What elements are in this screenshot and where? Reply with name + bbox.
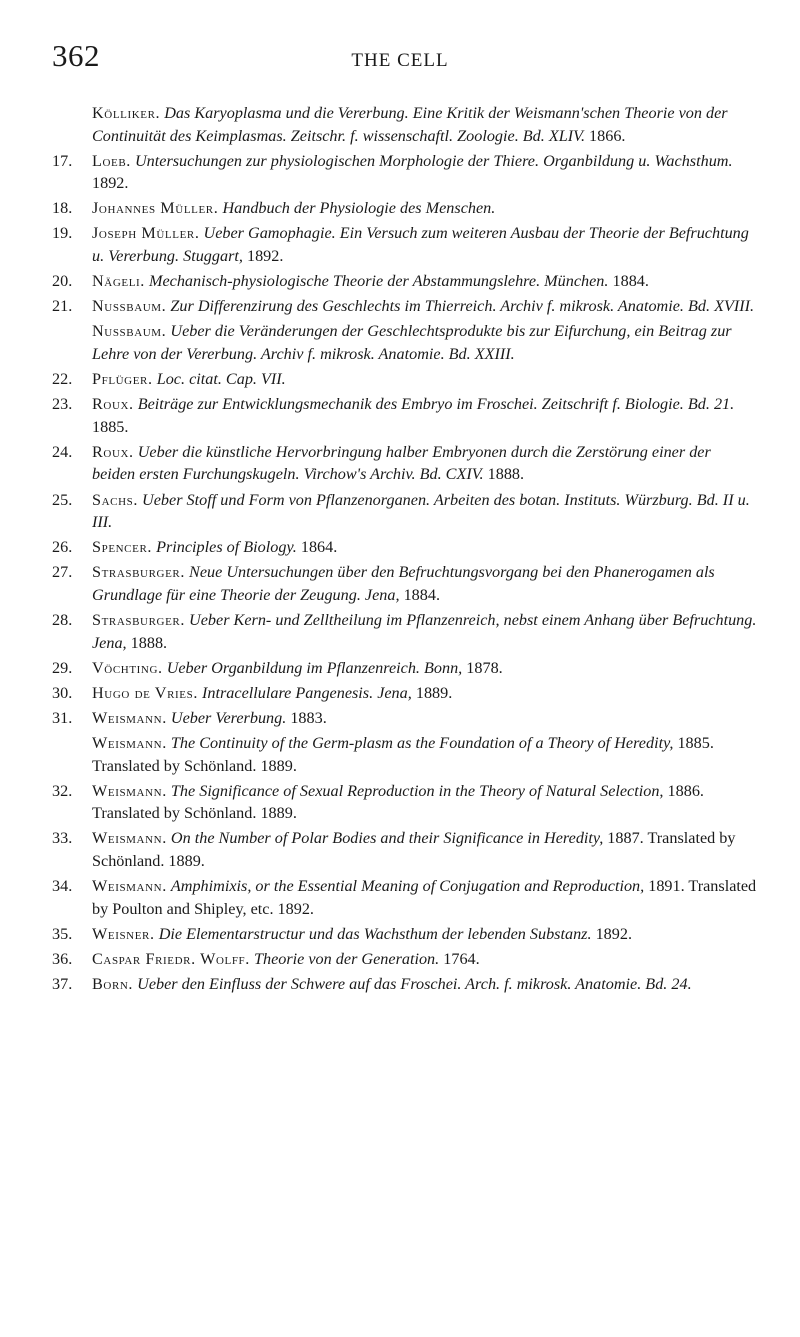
reference-title: Ueber Gamophagie. Ein Versuch zum weiteren Ausbau der Theorie der Befruchtung u. Vererbung. Stuggart, <box>92 224 749 266</box>
reference-author: Weisner. <box>92 924 155 943</box>
reference-year: 1883. <box>286 708 327 727</box>
reference-title: Loc. citat. Cap. VII. <box>156 370 286 389</box>
reference-title: Ueber die künstliche Hervorbringung halber Embryonen durch die Zerstörung einer der beiden ersten Furchungskugeln. Virchow's Archiv. Bd. CXIV. <box>92 442 711 484</box>
reference-entry <box>52 441 757 486</box>
reference-year: 1892. <box>591 924 632 943</box>
reference-author: Sachs. <box>92 490 138 509</box>
reference-title: The Significance of Sexual Reproduction in the Theory of Natural Selection, <box>170 781 664 800</box>
reference-title: The Continuity of the Germ-plasm as the Foundation of a Theory of Heredity, <box>170 733 674 752</box>
reference-number: 25. <box>52 490 73 509</box>
reference-entry <box>52 368 757 391</box>
reference-year: 1764. <box>439 949 480 968</box>
reference-year: 1888. <box>126 633 168 652</box>
reference-entry <box>52 489 757 534</box>
reference-author: Hugo de Vries. <box>92 683 198 702</box>
reference-author: Born. <box>92 974 134 993</box>
reference-author: Roux. <box>92 395 134 414</box>
reference-number: 21. <box>52 297 73 316</box>
reference-title: Mechanisch-physiologische Theorie der Abstammungslehre. München. <box>148 272 609 291</box>
reference-number: 18. <box>52 199 73 218</box>
reference-author: Nussbaum. <box>92 322 167 341</box>
reference-year: 1889. <box>411 683 453 702</box>
reference-number: 26. <box>52 538 73 557</box>
reference-title: Untersuchungen zur physiologischen Morphologie der Thiere. Organbildung u. Wachsthum. <box>134 151 733 170</box>
reference-author: Nussbaum. <box>92 297 167 316</box>
reference-entry <box>52 609 757 654</box>
reference-number: 30. <box>52 683 73 702</box>
reference-title: Theorie von der Generation. <box>253 949 440 968</box>
reference-author: Johannes Müller. <box>92 199 219 218</box>
reference-author: Caspar Friedr. Wolff. <box>92 949 250 968</box>
reference-entry <box>52 393 757 438</box>
reference-author: Kölliker. <box>92 104 161 122</box>
reference-entry <box>52 270 757 293</box>
reference-number: 32. <box>52 781 73 800</box>
reference-entry <box>52 295 757 318</box>
reference-title: Ueber Kern- und Zelltheilung im Pflanzenreich, nebst einem Anhang über Befruchtung. Jena, <box>92 610 757 652</box>
reference-number: 27. <box>52 563 73 582</box>
reference-number: 19. <box>52 224 73 243</box>
reference-title: Ueber Vererbung. <box>170 708 287 727</box>
reference-title: Ueber den Einfluss der Schwere auf das Froschei. Arch. f. mikrosk. Anatomie. Bd. 24. <box>137 974 692 993</box>
reference-author: Weismann. <box>92 829 167 848</box>
reference-title: Intracellulare Pangenesis. Jena, <box>202 683 412 702</box>
reference-entry <box>52 973 757 996</box>
reference-year: 1886. Translated by Schönland. 1889. <box>92 781 704 823</box>
page-number: 362 <box>52 38 100 73</box>
reference-title: On the Number of Polar Bodies and their Significance in Heredity, <box>170 829 604 848</box>
reference-number: 23. <box>52 395 73 414</box>
reference-author: Vöchting. <box>92 658 163 677</box>
reference-list <box>52 102 757 998</box>
reference-number: 35. <box>52 924 73 943</box>
reference-number: 22. <box>52 370 73 389</box>
reference-title: Das Karyoplasma und die Vererbung. Eine Kritik der Weismann'schen Theorie von der Continuität des Keimplasmas. Zeitschr. f. wissenschaftl. Zoologie. Bd. XLIV. <box>92 104 728 145</box>
reference-author: Joseph Müller. <box>92 224 200 243</box>
reference-author: Roux. <box>92 442 134 461</box>
reference-entry <box>52 923 757 946</box>
reference-year: 1892. <box>92 174 129 193</box>
reference-number: 34. <box>52 877 73 895</box>
reference-entry <box>52 827 757 872</box>
reference-author: Pflüger. <box>92 370 153 389</box>
reference-title: Die Elementarstructur und das Wachsthum der lebenden Substanz. <box>158 924 592 943</box>
reference-entry <box>52 657 757 680</box>
reference-year: 1864. <box>296 538 338 557</box>
reference-number: 20. <box>52 272 73 291</box>
reference-number: 37. <box>52 974 73 993</box>
reference-title: Principles of Biology. <box>156 538 297 557</box>
reference-author: Strasburger. <box>92 563 185 582</box>
reference-title: Ueber Stoff und Form von Pflanzenorganen. Arbeiten des botan. Instituts. Würzburg. Bd. II u. III. <box>92 490 750 532</box>
reference-title: Ueber die Veränderungen der Geschlechtsprodukte bis zur Eifurchung, ein Beitrag zur Lehre von der Vererbung. Archiv f. mikrosk. Anatomie. Bd. XXIII. <box>92 322 732 363</box>
reference-author: Weismann. <box>92 781 167 800</box>
reference-number: 33. <box>52 829 73 848</box>
reference-title: Amphimixis, or the Essential Meaning of Conjugation and Reproduction, <box>170 877 645 895</box>
reference-number: 29. <box>52 658 73 677</box>
reference-year: 1878. <box>462 658 503 677</box>
reference-entry <box>52 197 757 220</box>
reference-year: 1891. Translated by Poulton and Shipley, etc. 1892. <box>92 877 757 918</box>
reference-entry <box>52 732 757 777</box>
reference-year: 1885. Translated by Schönland. 1889. <box>92 733 714 775</box>
reference-number: 24. <box>52 442 73 461</box>
reference-title: Handbuch der Physiologie des Menschen. <box>222 199 496 218</box>
reference-author: Weismann. <box>92 708 167 727</box>
reference-entry <box>52 536 757 559</box>
reference-author: Spencer. <box>92 538 153 557</box>
reference-year: 1884. <box>608 272 649 291</box>
reference-author: Strasburger. <box>92 610 185 629</box>
reference-author: Weismann. <box>92 877 167 895</box>
running-title: THE CELL <box>351 50 449 71</box>
reference-title: Ueber Organbildung im Pflanzenreich. Bonn, <box>166 658 463 677</box>
reference-year: 1892. <box>242 247 284 266</box>
reference-number: 31. <box>52 708 73 727</box>
reference-entry <box>52 150 757 195</box>
reference-entry <box>52 875 757 920</box>
reference-author: Loeb. <box>92 151 131 170</box>
reference-entry <box>52 320 757 365</box>
reference-author: Weismann. <box>92 733 167 752</box>
reference-year: 1866. <box>585 126 626 145</box>
reference-entry <box>52 222 757 267</box>
reference-title: Neue Untersuchungen über den Befruchtungsvorgang bei den Phanerogamen als Grundlage für eine Theorie der Zeugung. Jena, <box>92 563 715 604</box>
reference-year: 1884. <box>399 585 440 604</box>
reference-entry <box>52 948 757 971</box>
reference-entry <box>52 707 757 730</box>
reference-year: 1885. <box>92 417 129 436</box>
reference-entry <box>52 780 757 825</box>
reference-number: 36. <box>52 949 73 968</box>
reference-title: Beiträge zur Entwicklungsmechanik des Embryo im Froschei. Zeitschrift f. Biologie. Bd. 21. <box>137 395 735 414</box>
reference-entry <box>52 102 757 147</box>
reference-number: 17. <box>52 151 73 170</box>
reference-year: 1888. <box>483 465 525 484</box>
reference-entry <box>52 682 757 705</box>
reference-author: Nägeli. <box>92 272 145 291</box>
reference-number: 28. <box>52 610 73 629</box>
reference-entry <box>52 561 757 606</box>
reference-year: 1887. Translated by Schönland. 1889. <box>92 829 736 870</box>
reference-title: Zur Differenzirung des Geschlechts im Thierreich. Archiv f. mikrosk. Anatomie. Bd. XVIII. <box>170 297 755 316</box>
